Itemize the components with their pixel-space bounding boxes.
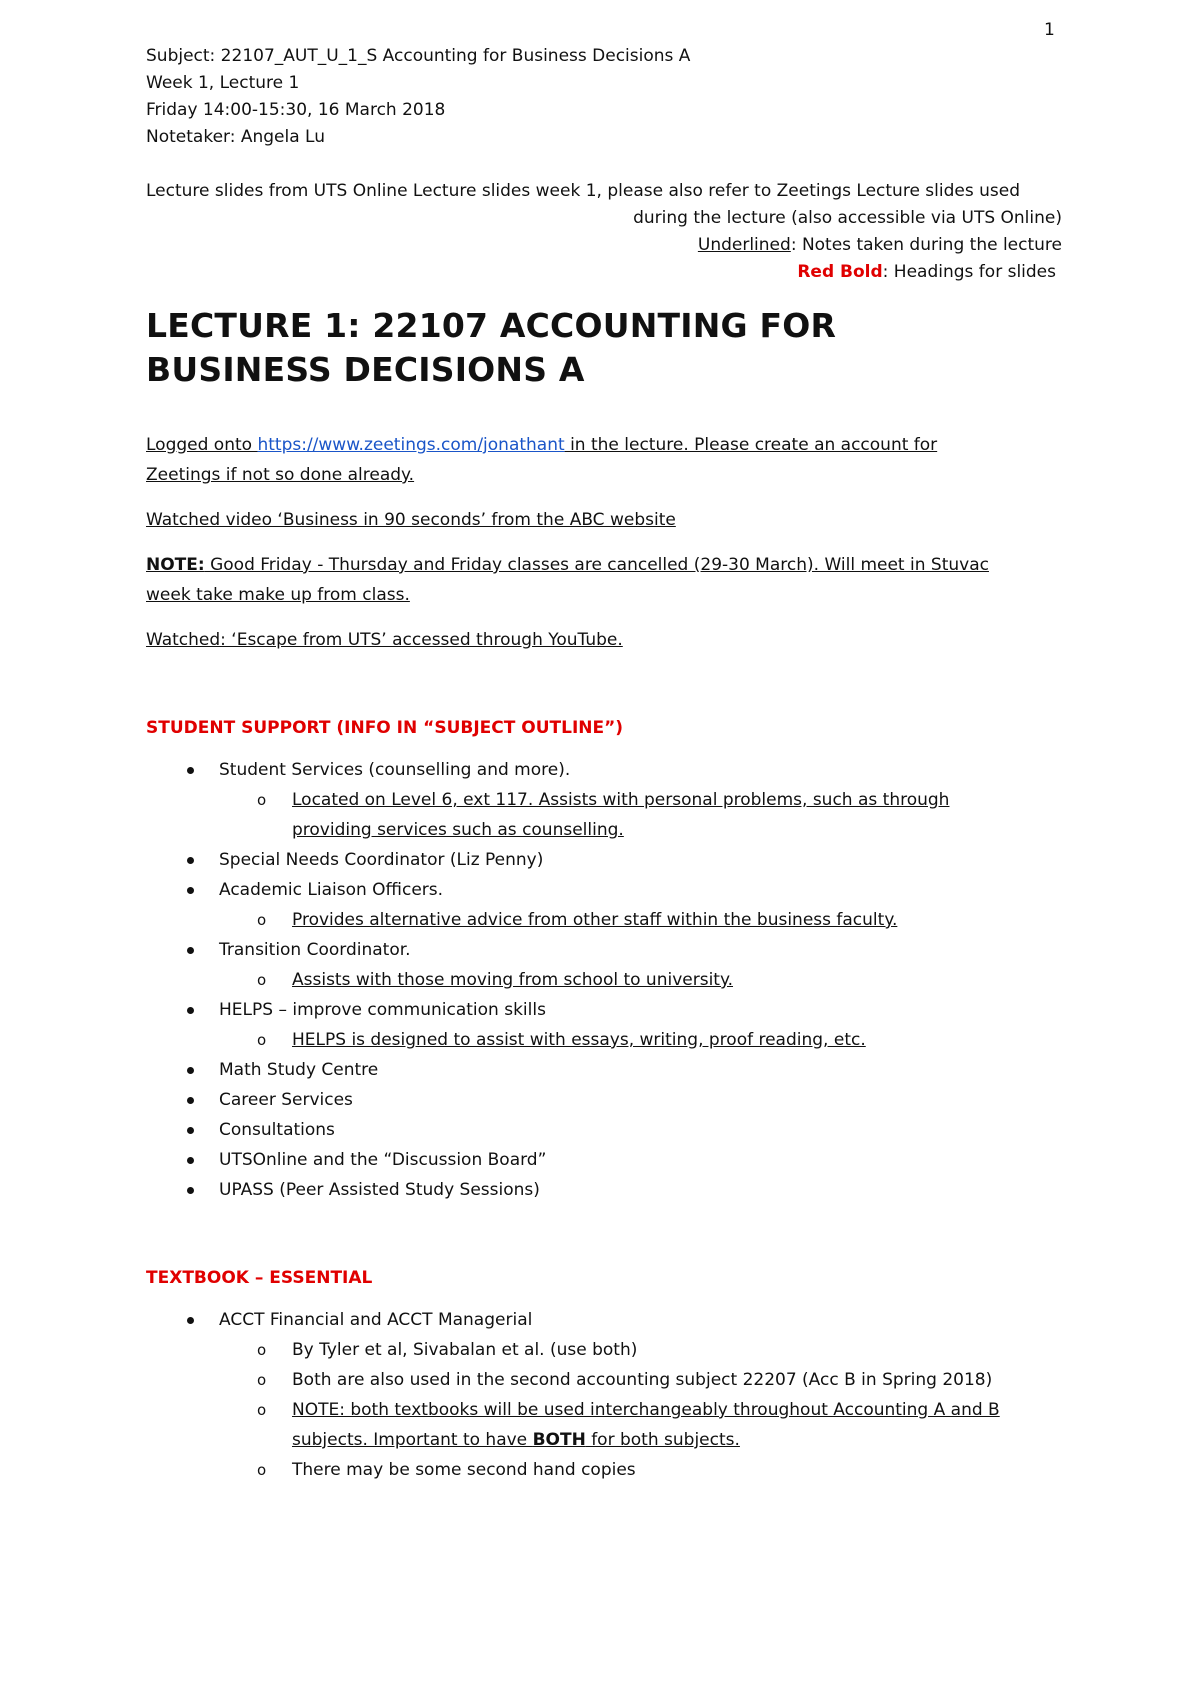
list-item-text: HELPS – improve communication skills (219, 1000, 546, 1020)
list-item-text: Academic Liaison Officers. (219, 880, 444, 900)
legend-red (146, 259, 1062, 286)
logged-line-2: Zeetings if not so done already. (146, 465, 415, 485)
sub-list-item: o HELPS is designed to assist with essays, writing, proof reading, etc. (219, 1025, 1062, 1055)
subject-line: Subject: 22107_AUT_U_1_S Accounting for Business Decisions A (146, 46, 691, 66)
legend-red-term: Red Bold (797, 262, 883, 282)
list-item-text: ACCT Financial and ACCT Managerial (219, 1310, 533, 1330)
intro-line-2: during the lecture (also accessible via UTS Online) (633, 208, 1062, 228)
sub-item-text: subjects. Important to have (292, 1430, 533, 1450)
zeetings-link[interactable]: https://www.zeetings.com/jonathant (257, 435, 565, 455)
sub-list-item (219, 1395, 1062, 1455)
sub-list (219, 1335, 1062, 1485)
list-item (146, 1305, 1062, 1485)
note-label: NOTE: (146, 555, 205, 575)
legend-underlined (146, 232, 1062, 259)
sub-list (219, 785, 1062, 845)
list-item (146, 845, 1062, 875)
legend-red-desc: : Headings for slides (882, 262, 1056, 282)
sub-list (219, 1025, 1062, 1055)
notetaker-line: Notetaker: Angela Lu (146, 127, 325, 147)
logged-note (146, 430, 1062, 490)
list-item (146, 995, 1062, 1055)
note-text: Good Friday - Thursday and Friday classes are cancelled (29-30 March). Will meet in Stuvac (204, 555, 989, 575)
sub-item-text: Located on Level 6, ext 117. Assists with personal problems, such as through (292, 790, 950, 810)
legend-underlined-term: Underlined (697, 235, 791, 255)
datetime-line: Friday 14:00-15:30, 16 March 2018 (146, 100, 446, 120)
list-item (146, 875, 1062, 935)
sub-item-text: for both subjects. (585, 1430, 740, 1450)
list-item-text: Student Services (counselling and more). (219, 760, 571, 780)
legend-underlined-desc: : Notes taken during the lecture (790, 235, 1062, 255)
note-line-2: week take make up from class. (146, 585, 410, 605)
textbook-heading: TEXTBOOK – ESSENTIAL (146, 1268, 373, 1288)
list-item: UTSOnline and the “Discussion Board” (146, 1145, 1062, 1175)
list-item: Math Study Centre (146, 1055, 1062, 1085)
list-item-text: Transition Coordinator. (219, 940, 411, 960)
list-item-text: Special Needs Coordinator (Liz Penny) (219, 850, 544, 870)
list-item (146, 755, 1062, 845)
sub-item-text: providing services such as counselling. (292, 820, 624, 840)
sub-list-item: o Provides alternative advice from other staff within the business faculty. (219, 905, 1062, 935)
logged-prefix: Logged onto (146, 435, 258, 455)
intro-line-1: Lecture slides from UTS Online Lecture slides week 1, please also refer to Zeetings Lecture slides used (146, 181, 1021, 201)
textbook-list (146, 1305, 1062, 1485)
lecture-title (146, 304, 1062, 392)
sub-list-item: o Assists with those moving from school to university. (219, 965, 1062, 995)
list-item (146, 935, 1062, 995)
list-item: Consultations (146, 1115, 1062, 1145)
sub-list-item (219, 785, 1062, 845)
page-number: 1 (1044, 20, 1055, 40)
sub-list-item: o Both are also used in the second accounting subject 22207 (Acc B in Spring 2018) (219, 1365, 1062, 1395)
sub-list-item: o There may be some second hand copies (219, 1455, 1062, 1485)
sub-list (219, 965, 1062, 995)
sub-list (219, 905, 1062, 935)
list-item: Career Services (146, 1085, 1062, 1115)
list-item: UPASS (Peer Assisted Study Sessions) (146, 1175, 1062, 1205)
lecture-title-line-2: BUSINESS DECISIONS A (146, 350, 585, 389)
sub-list-item: o By Tyler et al, Sivabalan et al. (use both) (219, 1335, 1062, 1365)
logged-suffix: in the lecture. Please create an account for (564, 435, 938, 455)
student-support-list (146, 755, 1062, 1205)
document-content (146, 43, 1062, 1485)
sub-item-bold: BOTH (532, 1430, 586, 1450)
student-support-heading: STUDENT SUPPORT (INFO IN “SUBJECT OUTLINE”) (146, 718, 624, 738)
escape-note: Watched: ‘Escape from UTS’ accessed through YouTube. (146, 630, 623, 650)
week-line: Week 1, Lecture 1 (146, 73, 300, 93)
video-note: Watched video ‘Business in 90 seconds’ from the ABC website (146, 510, 676, 530)
sub-item-text: NOTE: both textbooks will be used interchangeably throughout Accounting A and B (292, 1400, 1000, 1420)
lecture-title-line-1: LECTURE 1: 22107 ACCOUNTING FOR (146, 306, 837, 345)
good-friday-note (146, 550, 1062, 610)
